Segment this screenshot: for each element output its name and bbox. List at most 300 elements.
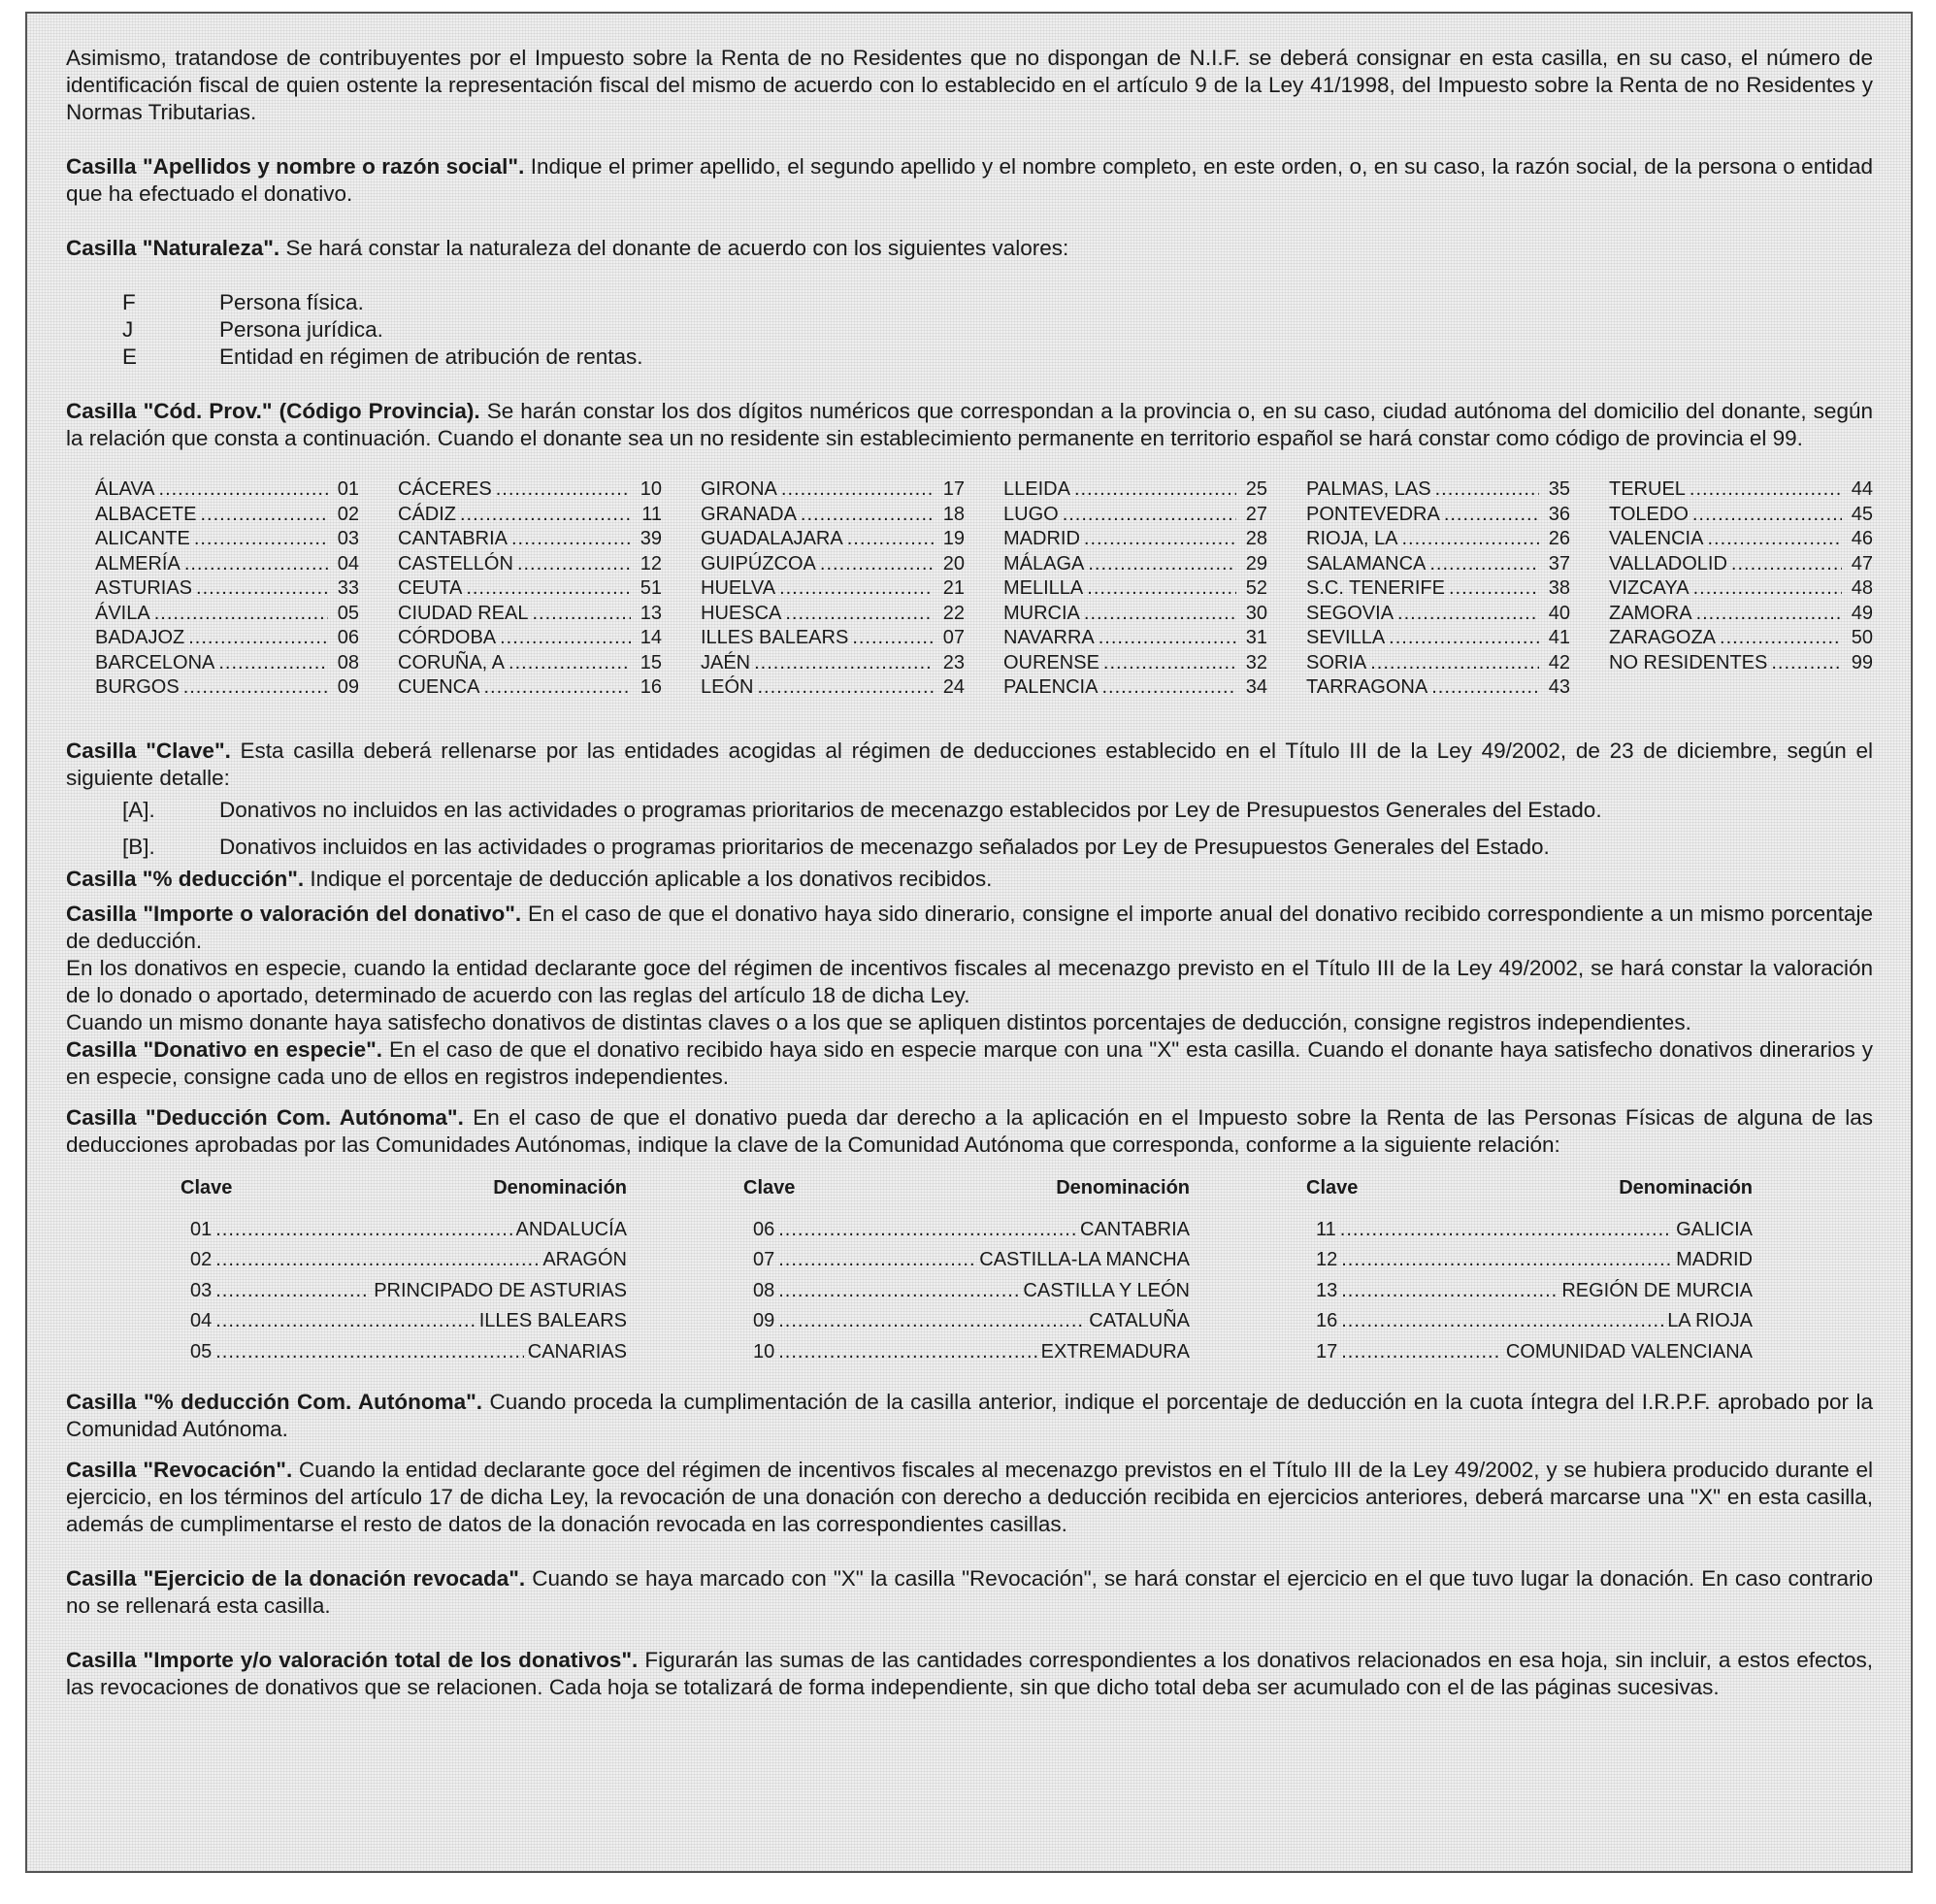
importe-paragraph <box>66 901 1873 955</box>
dot-leader <box>754 651 934 676</box>
province-code: 43 <box>1548 676 1570 698</box>
dot-leader <box>1449 576 1539 602</box>
province-row <box>1609 576 1873 602</box>
dot-leader <box>1088 552 1236 577</box>
province-name: ALBACETE <box>95 503 197 525</box>
ded-com-paragraph <box>66 1104 1873 1159</box>
dot-leader <box>1103 651 1236 676</box>
ccaa-name: CATALUÑA <box>1089 1310 1190 1331</box>
dot-leader <box>1696 602 1842 627</box>
dot-leader <box>779 576 934 602</box>
province-code: 24 <box>942 676 965 698</box>
province-row <box>95 477 359 503</box>
province-row <box>701 477 965 503</box>
province-row <box>1609 552 1873 577</box>
province-code: 42 <box>1548 651 1570 673</box>
province-code: 08 <box>337 651 359 673</box>
province-name: MADRID <box>1003 528 1080 549</box>
dot-leader <box>1692 503 1842 528</box>
apellidos-paragraph <box>66 153 1873 208</box>
header-clave: Clave <box>180 1176 233 1198</box>
province-row <box>1003 602 1267 627</box>
dot-leader <box>215 1215 511 1246</box>
naturaleza-item <box>66 316 1873 344</box>
dot-leader <box>466 576 631 602</box>
dot-leader <box>215 1276 370 1307</box>
province-name: PALENCIA <box>1003 676 1099 698</box>
ccaa-header <box>743 1174 1190 1201</box>
naturaleza-item <box>66 344 1873 371</box>
ccaa-name: REGIÓN DE MURCIA <box>1561 1279 1753 1301</box>
revocacion-title: Casilla "Revocación". <box>66 1458 293 1482</box>
province-row <box>95 626 359 651</box>
dot-leader <box>154 602 328 627</box>
province-row <box>1609 602 1873 627</box>
pct-com-title: Casilla "% deducción Com. Autónoma". <box>66 1390 483 1414</box>
ccaa-name: ANDALUCÍA <box>515 1218 627 1240</box>
especie-paragraph <box>66 1036 1873 1091</box>
province-name: CEUTA <box>398 577 463 599</box>
province-code: 26 <box>1548 528 1570 549</box>
province-name: TARRAGONA <box>1306 676 1428 698</box>
province-code: 27 <box>1245 503 1267 525</box>
province-name: TOLEDO <box>1609 503 1689 525</box>
province-code: 06 <box>337 627 359 648</box>
ccaa-row <box>743 1337 1190 1368</box>
ccaa-code: 01 <box>190 1218 213 1240</box>
province-code: 05 <box>337 602 359 624</box>
ccaa-row <box>180 1337 627 1368</box>
province-row <box>95 503 359 528</box>
province-row <box>95 675 359 701</box>
ccaa-name: ILLES BALEARS <box>478 1310 627 1331</box>
province-row <box>1306 527 1570 552</box>
dot-leader <box>1690 477 1842 503</box>
province-name: RIOJA, LA <box>1306 528 1398 549</box>
province-code: 01 <box>337 478 359 500</box>
dot-leader <box>1074 477 1236 503</box>
province-row <box>1003 503 1267 528</box>
dot-leader <box>1340 1215 1672 1246</box>
province-name: GRANADA <box>701 503 797 525</box>
province-code: 23 <box>942 651 965 673</box>
dot-leader <box>1341 1276 1558 1307</box>
ccaa-row <box>743 1276 1190 1307</box>
province-row <box>95 527 359 552</box>
dot-leader <box>1084 527 1236 552</box>
province-name: NAVARRA <box>1003 627 1095 648</box>
dot-leader <box>1401 527 1539 552</box>
dot-leader <box>517 552 631 577</box>
dot-leader <box>1731 552 1842 577</box>
province-code: 11 <box>641 503 662 525</box>
dot-leader <box>1429 552 1539 577</box>
province-name: SALAMANCA <box>1306 552 1427 574</box>
province-row <box>701 576 965 602</box>
dot-leader <box>511 527 631 552</box>
province-code: 31 <box>1245 627 1267 648</box>
province-row <box>701 626 965 651</box>
province-code: 22 <box>942 602 965 624</box>
dot-leader <box>1431 675 1539 701</box>
ccaa-code: 02 <box>190 1249 213 1270</box>
province-row <box>1609 503 1873 528</box>
province-code: 47 <box>1851 552 1873 574</box>
pct-com-text: Cuando proceda la cumplimentación de la casilla anterior, indique el porcentaje de deducción en la cuota íntegra del I.R.P.F. aprobado por la Comunidad Autónoma. <box>66 1390 1874 1441</box>
province-row <box>1609 675 1873 701</box>
province-name: LUGO <box>1003 503 1059 525</box>
province-code: 15 <box>640 651 662 673</box>
province-row <box>1609 651 1873 676</box>
province-code: 19 <box>942 528 965 549</box>
dot-leader <box>778 1337 1036 1368</box>
dot-leader <box>1397 602 1539 627</box>
dot-leader <box>532 602 631 627</box>
province-code: 99 <box>1851 651 1873 673</box>
province-name: MÁLAGA <box>1003 552 1085 574</box>
province-row <box>398 503 662 528</box>
province-code: 28 <box>1245 528 1267 549</box>
ccaa-code: 05 <box>190 1340 213 1362</box>
dot-leader <box>460 503 631 528</box>
province-name: PALMAS, LAS <box>1306 478 1431 500</box>
province-name: LEÓN <box>701 676 754 698</box>
province-name: LLEIDA <box>1003 478 1070 500</box>
dot-leader <box>188 626 328 651</box>
province-row <box>701 552 965 577</box>
dot-leader <box>778 1215 1076 1246</box>
province-row <box>398 527 662 552</box>
province-code: 29 <box>1245 552 1267 574</box>
province-name: NO RESIDENTES <box>1609 651 1768 673</box>
province-row <box>701 503 965 528</box>
especie-title: Casilla "Donativo en especie". <box>66 1036 383 1062</box>
deduccion-text: Indique el porcentaje de deducción aplicable a los donativos recibidos. <box>304 866 993 891</box>
province-code: 10 <box>640 478 662 500</box>
province-code: 46 <box>1851 528 1873 549</box>
ccaa-header <box>180 1174 627 1201</box>
province-code: 13 <box>640 602 662 624</box>
province-row <box>1003 651 1267 676</box>
ccaa-row <box>1306 1276 1753 1307</box>
province-row <box>1609 527 1873 552</box>
province-name: S.C. TENERIFE <box>1306 577 1445 599</box>
header-clave: Clave <box>1306 1176 1359 1198</box>
province-code: 20 <box>942 552 965 574</box>
province-name: ÁLAVA <box>95 478 155 500</box>
ccaa-code: 06 <box>753 1218 775 1240</box>
naturaleza-desc: Entidad en régimen de atribución de rentas. <box>219 345 643 369</box>
header-clave: Clave <box>743 1176 796 1198</box>
dot-leader <box>778 1245 975 1276</box>
ejercicio-text: Cuando se haya marcado con "X" la casilla "Revocación", se hará constar el ejercicio en el que tuvo lugar la donación. En caso contrario no se rellenará esta casilla. <box>66 1566 1873 1618</box>
dot-leader <box>1341 1337 1502 1368</box>
dot-leader <box>159 477 328 503</box>
naturaleza-code: J <box>122 317 134 342</box>
clave-text: Esta casilla deberá rellenarse por las entidades acogidas al régimen de deducciones establecido en el Título III de la Ley 49/2002, de 23 de diciembre, según el siguiente detalle: <box>66 738 1873 790</box>
province-name: JAÉN <box>701 651 751 673</box>
ccaa-row <box>1306 1215 1753 1246</box>
province-row <box>1306 552 1570 577</box>
importe-text: En el caso de que el donativo haya sido dinerario, consigne el importe anual del donativo recibido correspondiente a un mismo porcentaje de deducción. <box>66 901 1873 953</box>
ccaa-code-table <box>180 1174 1791 1368</box>
importe-paragraph-3: Cuando un mismo donante haya satisfecho donativos de distintas claves o a los que se apliquen distintos porcentajes de deducción, consigne registros independientes. <box>66 1009 1691 1034</box>
ccaa-row <box>180 1306 627 1337</box>
province-code: 41 <box>1548 627 1570 648</box>
dot-leader <box>1341 1245 1672 1276</box>
ccaa-row <box>1306 1245 1753 1276</box>
apellidos-title: Casilla "Apellidos y nombre o razón social". <box>66 154 525 179</box>
dot-leader <box>215 1306 475 1337</box>
province-row <box>1306 503 1570 528</box>
clave-list <box>66 792 1873 866</box>
province-name: CIUDAD REAL <box>398 602 529 624</box>
naturaleza-item <box>66 289 1873 316</box>
clave-desc: Donativos incluidos en las actividades o programas prioritarios de mecenazgo señalados por Ley de Presupuestos Generales del Estado. <box>219 834 1550 859</box>
dot-leader <box>820 552 934 577</box>
dot-leader <box>852 626 934 651</box>
dot-leader <box>847 527 934 552</box>
ccaa-name: CASTILLA-LA MANCHA <box>979 1249 1190 1270</box>
instructions-panel <box>25 12 1913 1873</box>
province-name: BURGOS <box>95 676 180 698</box>
total-text: Figurarán las sumas de las cantidades correspondientes a los donativos relacionados en esa hoja, sin incluir, a estos efectos, las revocaciones de donativos que se relacionen. Cada hoja se totalizará de forma independiente, sin que dicho total deba ser acumulado con el de las páginas sucesivas. <box>66 1648 1873 1699</box>
province-code: 16 <box>640 676 662 698</box>
province-name: ALMERÍA <box>95 552 180 574</box>
province-row <box>95 651 359 676</box>
naturaleza-title: Casilla "Naturaleza". <box>66 236 280 260</box>
ccaa-row <box>1306 1306 1753 1337</box>
clave-item <box>66 792 1873 829</box>
dot-leader <box>1693 576 1842 602</box>
ccaa-row <box>1306 1337 1753 1368</box>
intro-paragraph: Asimismo, tratandose de contribuyentes por el Impuesto sobre la Renta de no Residentes que no dispongan de N.I.F. se deberá consignar en esta casilla, en su caso, el número de identificación fiscal de quien ostente la representación fiscal del mismo de acuerdo con lo establecido en el artículo 9 de la Ley 41/1998, del Impuesto sobre la Renta de no Residentes y Normas Tributarias. <box>66 46 1873 124</box>
province-code: 50 <box>1851 627 1873 648</box>
province-row <box>701 602 965 627</box>
ccaa-name: EXTREMADURA <box>1040 1340 1190 1362</box>
dot-leader <box>778 1276 1019 1307</box>
dot-leader <box>200 503 328 528</box>
total-paragraph <box>66 1647 1873 1701</box>
dot-leader <box>1370 651 1539 676</box>
province-row <box>398 477 662 503</box>
ccaa-column <box>743 1174 1190 1368</box>
ccaa-name: ARAGÓN <box>542 1249 627 1270</box>
province-row <box>1003 576 1267 602</box>
dot-leader <box>785 602 934 627</box>
ded-com-title: Casilla "Deducción Com. Autónoma". <box>66 1104 464 1130</box>
dot-leader <box>509 651 631 676</box>
ccaa-code: 16 <box>1316 1310 1338 1331</box>
ccaa-code: 11 <box>1316 1218 1336 1240</box>
province-row <box>701 651 965 676</box>
province-name: GIRONA <box>701 478 777 500</box>
ccaa-row <box>180 1245 627 1276</box>
ccaa-name: CANARIAS <box>527 1340 627 1362</box>
province-row <box>95 576 359 602</box>
dot-leader <box>496 477 631 503</box>
naturaleza-code: F <box>122 290 136 314</box>
dot-leader <box>757 675 934 701</box>
province-code: 39 <box>640 528 662 549</box>
revocacion-text: Cuando la entidad declarante goce del régimen de incentivos fiscales al mecenazgo previstos en el Título III de la Ley 49/2002, y se hubiera producido durante el ejercicio, en los términos del artículo 17 de dicha Ley, la revocación de una donación con derecho a deducción recibida en ejercicios anteriores, deberá marcarse una "X" en esta casilla, además de cumplimentarse el resto de datos de la donación revocada en las correspondientes casillas. <box>66 1458 1873 1536</box>
province-row <box>701 675 965 701</box>
province-code: 30 <box>1245 602 1267 624</box>
province-name: BARCELONA <box>95 651 215 673</box>
ccaa-name: CANTABRIA <box>1080 1218 1190 1240</box>
ccaa-code: 10 <box>753 1340 775 1362</box>
province-name: MELILLA <box>1003 577 1084 599</box>
cod-prov-text: Se harán constar los dos dígitos numéricos que correspondan a la provincia o, en su caso, ciudad autónoma del domicilio del donante, según la relación que consta a continuación. Cuando el donante sea un no residente sin establecimiento permanente en territorio español se hará constar como código de provincia el 99. <box>66 399 1873 450</box>
ejercicio-title: Casilla "Ejercicio de la donación revocada". <box>66 1566 526 1591</box>
importe-title: Casilla "Importe o valoración del donativo". <box>66 901 522 926</box>
dot-leader <box>1084 602 1236 627</box>
province-row <box>1609 477 1873 503</box>
pct-com-paragraph <box>66 1389 1873 1443</box>
especie-text: En el caso de que el donativo recibido haya sido en especie marque con una "X" esta casilla. Cuando el donante haya satisfecho donativos dinerarios y en especie, consigne cada uno de ellos en registros independientes. <box>66 1036 1873 1089</box>
province-code: 17 <box>942 478 965 500</box>
province-row <box>398 576 662 602</box>
province-name: TERUEL <box>1609 478 1686 500</box>
province-row <box>1306 626 1570 651</box>
province-row <box>1003 626 1267 651</box>
province-row <box>1306 675 1570 701</box>
province-code: 04 <box>337 552 359 574</box>
dot-leader <box>218 651 328 676</box>
dot-leader <box>1063 503 1236 528</box>
province-name: CÓRDOBA <box>398 627 497 648</box>
province-name: CORUÑA, A <box>398 651 506 673</box>
dot-leader <box>1099 626 1236 651</box>
clave-code: [B]. <box>122 834 155 859</box>
cod-prov-title: Casilla "Cód. Prov." (Código Provincia). <box>66 399 480 423</box>
province-name: GUADALAJARA <box>701 528 843 549</box>
province-name: ZAMORA <box>1609 602 1692 624</box>
province-row <box>1306 602 1570 627</box>
province-name: VALLADOLID <box>1609 552 1727 574</box>
province-code: 12 <box>640 552 662 574</box>
province-code: 14 <box>640 627 662 648</box>
deduccion-title: Casilla "% deducción". <box>66 866 305 891</box>
dot-leader <box>1707 527 1842 552</box>
province-code: 18 <box>942 503 965 525</box>
province-name: BADAJOZ <box>95 627 185 648</box>
province-row <box>398 651 662 676</box>
dot-leader <box>183 675 328 701</box>
header-denominacion: Denominación <box>493 1176 627 1198</box>
clave-desc: Donativos no incluidos en las actividades o programas prioritarios de mecenazgo establecidos por Ley de Presupuestos Generales del Estado. <box>219 797 1602 822</box>
ccaa-row <box>743 1215 1190 1246</box>
province-row <box>1003 552 1267 577</box>
header-denominacion: Denominación <box>1619 1176 1753 1198</box>
ccaa-code: 13 <box>1316 1279 1338 1301</box>
importe-paragraph-2: En los donativos en especie, cuando la entidad declarante goce del régimen de incentivos fiscales al mecenazgo previsto en el Título III de la Ley 49/2002, se hará constar la valoración de lo donado o aportado, determinado de acuerdo con las reglas del artículo 18 de dicha Ley. <box>66 955 1873 1007</box>
ccaa-name: COMUNIDAD VALENCIANA <box>1505 1340 1753 1362</box>
dot-leader <box>1341 1306 1663 1337</box>
province-row <box>95 552 359 577</box>
dot-leader <box>781 477 934 503</box>
dot-leader <box>1389 626 1539 651</box>
province-code: 51 <box>640 577 662 599</box>
province-row <box>398 626 662 651</box>
ccaa-code: 08 <box>753 1279 775 1301</box>
province-name: OURENSE <box>1003 651 1099 673</box>
naturaleza-desc: Persona jurídica. <box>219 317 383 342</box>
province-name: GUIPÚZCOA <box>701 552 816 574</box>
province-name: HUESCA <box>701 602 782 624</box>
province-code: 21 <box>942 577 965 599</box>
province-row <box>1609 626 1873 651</box>
province-row <box>1003 477 1267 503</box>
province-name: ALICANTE <box>95 528 190 549</box>
ccaa-code: 12 <box>1316 1249 1338 1270</box>
ccaa-row <box>180 1215 627 1246</box>
province-code: 03 <box>337 528 359 549</box>
province-code: 09 <box>337 676 359 698</box>
province-name: ILLES BALEARS <box>701 627 849 648</box>
province-name: ÁVILA <box>95 602 150 624</box>
dot-leader <box>801 503 934 528</box>
province-code: 36 <box>1548 503 1570 525</box>
province-name: CÁCERES <box>398 478 492 500</box>
province-row <box>1306 576 1570 602</box>
naturaleza-text: Se hará constar la naturaleza del donante de acuerdo con los siguientes valores: <box>279 236 1069 260</box>
ccaa-row <box>743 1306 1190 1337</box>
province-name: CÁDIZ <box>398 503 456 525</box>
dot-leader <box>483 675 631 701</box>
ccaa-header <box>1306 1174 1753 1201</box>
naturaleza-code: E <box>122 345 138 369</box>
province-name: VALENCIA <box>1609 528 1704 549</box>
province-name: CANTABRIA <box>398 528 508 549</box>
instructions-content <box>66 45 1873 1701</box>
revocacion-paragraph <box>66 1457 1873 1538</box>
province-row <box>1306 651 1570 676</box>
province-row <box>95 602 359 627</box>
dot-leader <box>1444 503 1539 528</box>
ccaa-name: PRINCIPADO DE ASTURIAS <box>374 1279 627 1301</box>
header-denominacion: Denominación <box>1056 1176 1190 1198</box>
province-code: 02 <box>337 503 359 525</box>
total-title: Casilla "Importe y/o valoración total de los donativos". <box>66 1648 639 1672</box>
dot-leader <box>778 1306 1085 1337</box>
deduccion-paragraph <box>66 866 1873 893</box>
ccaa-code: 07 <box>753 1249 775 1270</box>
ded-com-text: En el caso de que el donativo pueda dar derecho a la aplicación en el Impuesto sobre la Renta de las Personas Físicas de alguna de las deducciones aprobadas por las Comunidades Autónomas, indique la clave de la Comunidad Autónoma que corresponda, conforme a la siguiente relación: <box>66 1104 1873 1157</box>
province-code: 25 <box>1245 478 1267 500</box>
clave-title: Casilla "Clave". <box>66 738 231 763</box>
dot-leader <box>1087 576 1236 602</box>
apellidos-text: Indique el primer apellido, el segundo apellido y el nombre completo, en este orden, o, en su caso, la razón social, de la persona o entidad que ha efectuado el donativo. <box>66 154 1873 206</box>
ccaa-row <box>743 1245 1190 1276</box>
province-name: PONTEVEDRA <box>1306 503 1440 525</box>
dot-leader <box>215 1245 539 1276</box>
province-code: 37 <box>1548 552 1570 574</box>
province-code: 35 <box>1548 478 1570 500</box>
province-code: 52 <box>1245 577 1267 599</box>
province-name: SEVILLA <box>1306 627 1386 648</box>
dot-leader <box>1101 675 1236 701</box>
cod-prov-paragraph <box>66 398 1873 452</box>
dot-leader <box>215 1337 524 1368</box>
naturaleza-desc: Persona física. <box>219 290 364 314</box>
province-code: 49 <box>1851 602 1873 624</box>
province-name: ZARAGOZA <box>1609 627 1717 648</box>
ccaa-column <box>1306 1174 1753 1368</box>
clave-code: [A]. <box>122 797 155 822</box>
province-name: VIZCAYA <box>1609 577 1690 599</box>
naturaleza-list <box>66 289 1873 371</box>
